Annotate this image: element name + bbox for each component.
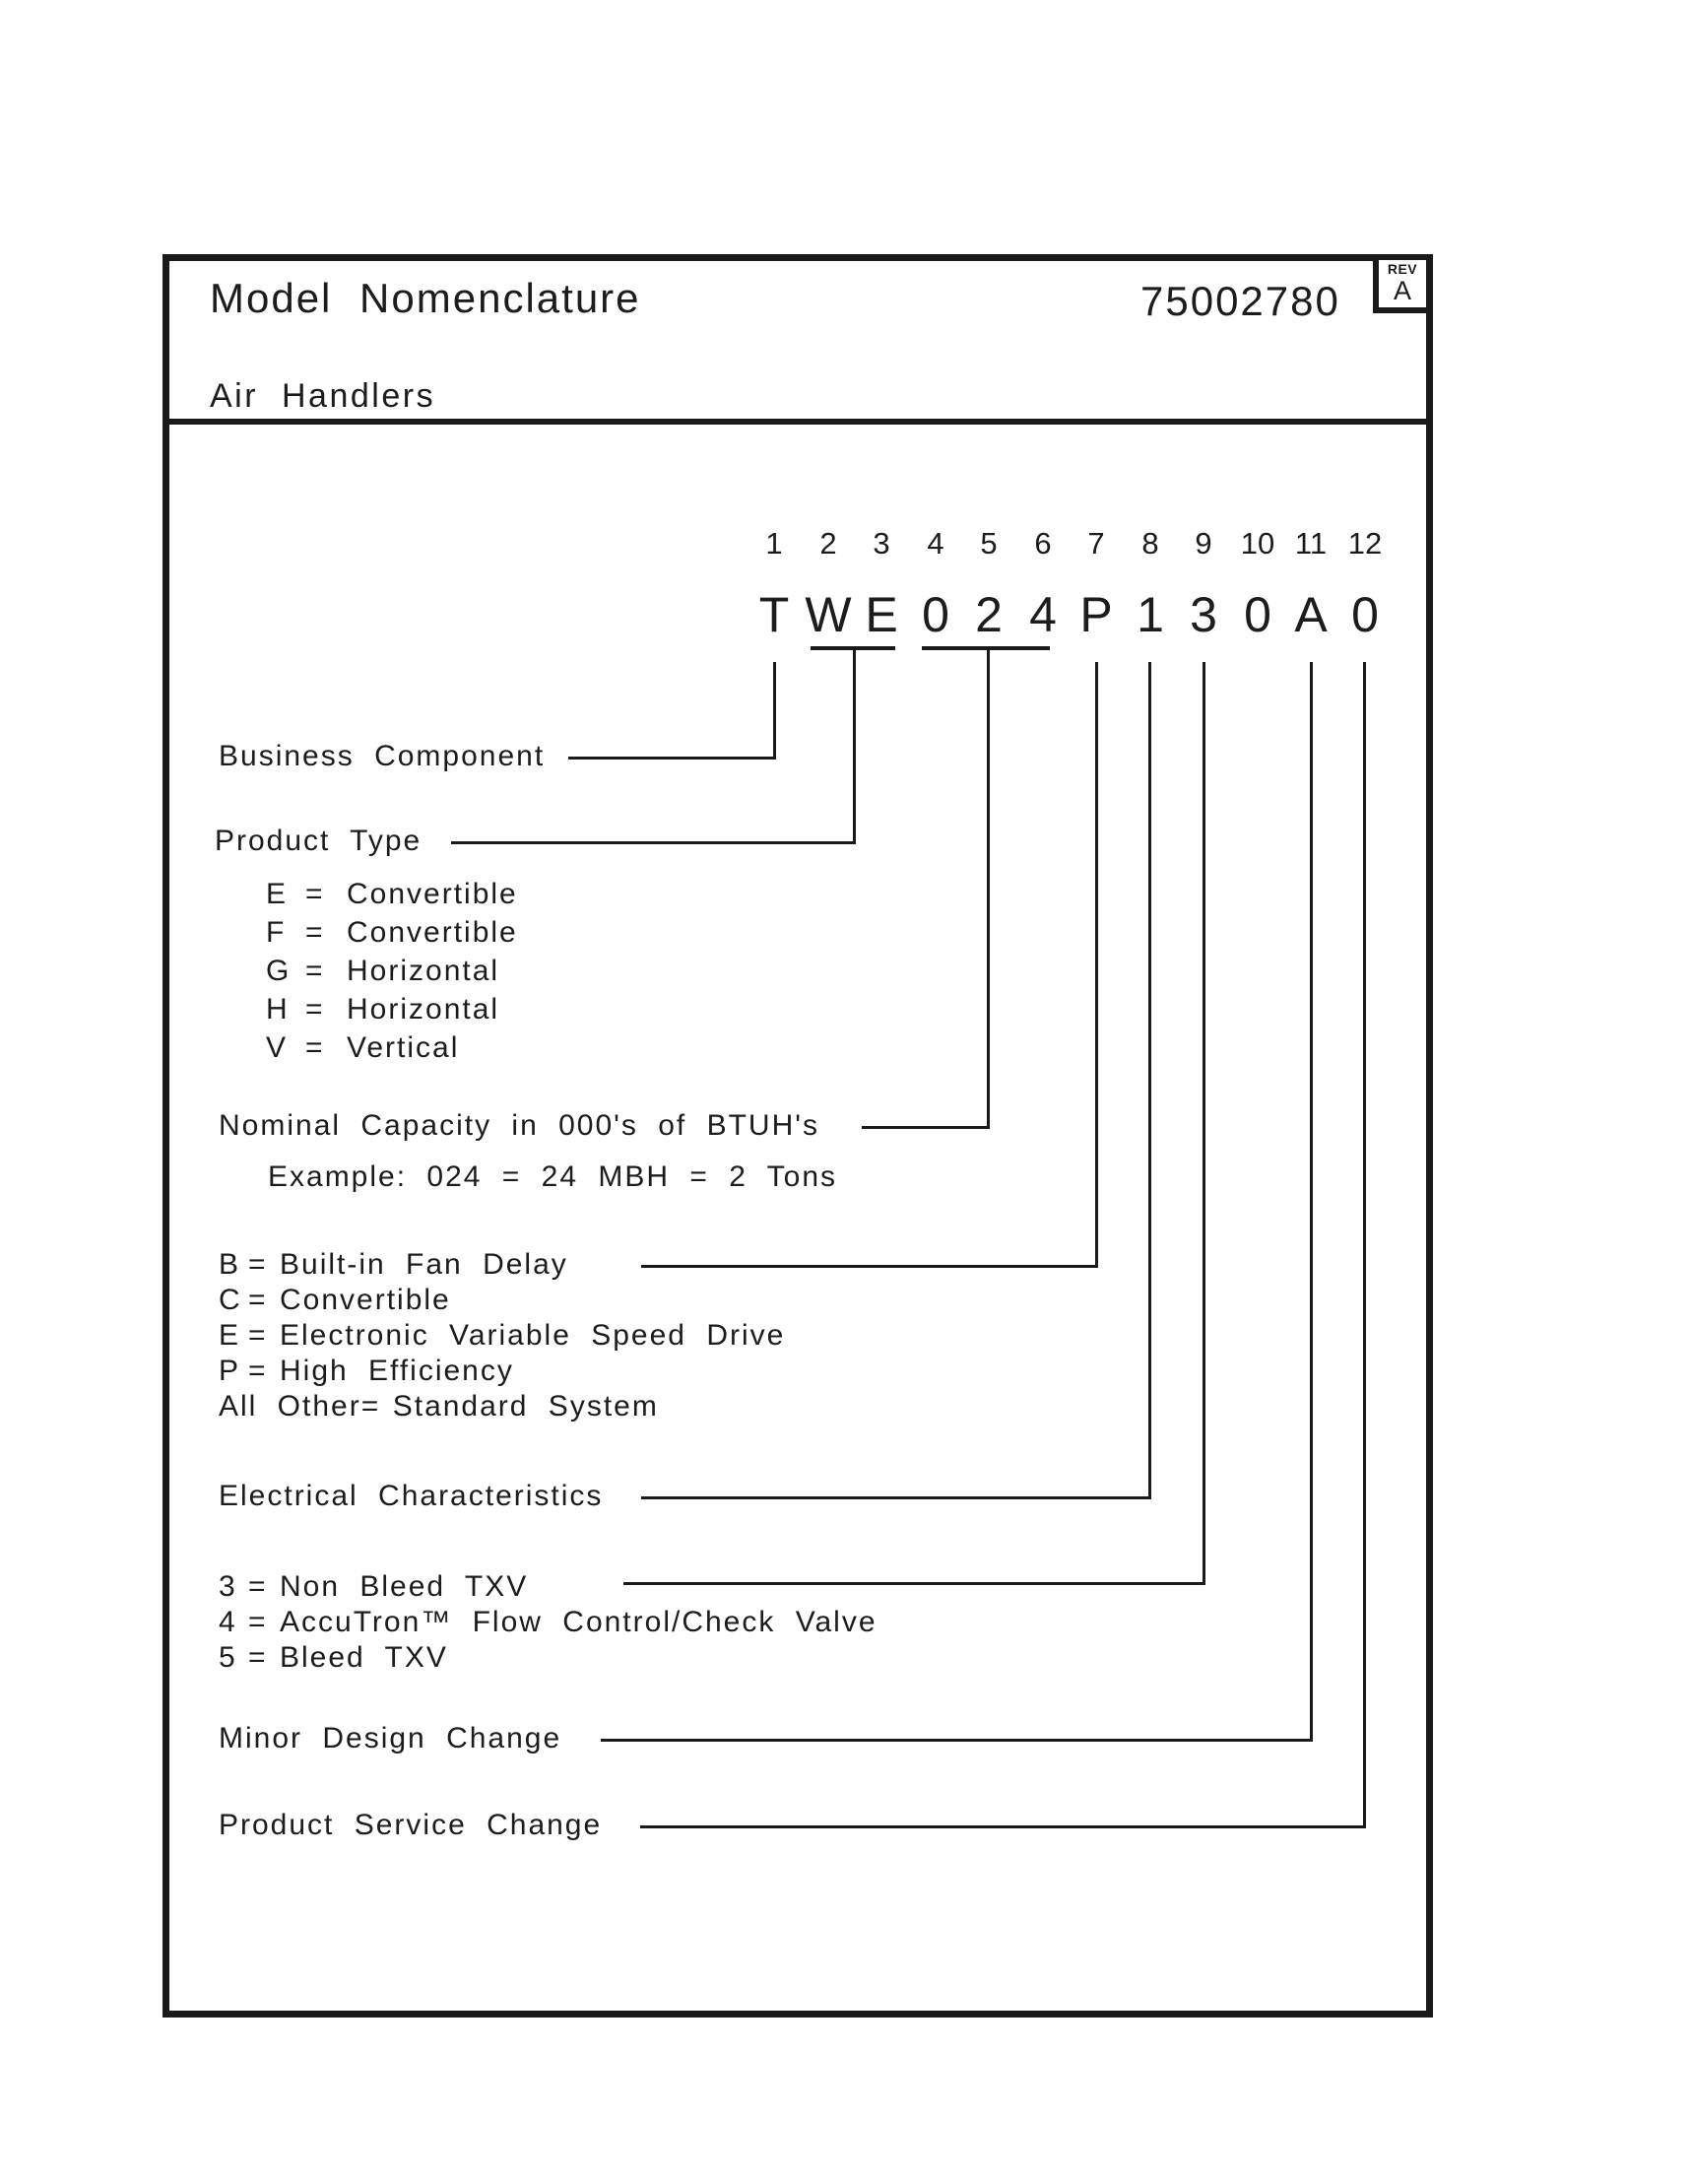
position-number-9: 9 <box>1195 526 1212 561</box>
position-number-7: 7 <box>1087 526 1105 561</box>
position-number-10: 10 <box>1240 526 1275 561</box>
equals-sign: = <box>305 993 325 1026</box>
model-char-2: W <box>805 587 852 642</box>
option-value: Standard System <box>392 1390 659 1423</box>
option-value: High Efficiency <box>280 1355 514 1387</box>
equals-sign: = <box>305 1031 325 1064</box>
system-option-row <box>219 1389 785 1424</box>
position-number-4: 4 <box>927 526 944 561</box>
revision-label: REV <box>1387 261 1418 277</box>
option-key: 5 <box>219 1641 237 1674</box>
equals-sign: = <box>248 1248 268 1281</box>
model-char-9: 3 <box>1190 587 1217 642</box>
option-value: Horizontal <box>347 955 500 987</box>
connector-business-component <box>568 757 776 760</box>
column-line-metering <box>1203 662 1205 1585</box>
system-options-list <box>219 1247 785 1424</box>
column-line-product-service-change <box>1363 662 1366 1828</box>
equals-sign: = <box>248 1319 268 1352</box>
nominal-capacity-example: Example: 024 = 24 MBH = 2 Tons <box>268 1160 838 1193</box>
label-electrical-characteristics: Electrical Characteristics <box>219 1480 604 1512</box>
equals-sign: = <box>248 1355 268 1387</box>
label-nominal-capacity: Nominal Capacity in 000's of BTUH's <box>219 1109 819 1142</box>
equals-sign: = <box>248 1606 268 1638</box>
equals-sign: = <box>305 916 325 949</box>
column-line-business-component <box>773 662 776 760</box>
model-char-4: 0 <box>922 587 949 642</box>
option-value: Convertible <box>347 878 518 910</box>
equals-sign: = <box>305 878 325 910</box>
column-line-electrical <box>1148 662 1151 1499</box>
option-key: H <box>266 993 290 1026</box>
equals-sign: = <box>248 1284 268 1316</box>
page-title: Model Nomenclature <box>210 275 641 321</box>
system-option-row <box>219 1283 785 1318</box>
equals-sign: = <box>360 1390 381 1423</box>
label-product-type: Product Type <box>215 825 423 857</box>
option-key: C <box>219 1284 242 1316</box>
option-key: V <box>266 1031 289 1064</box>
equals-sign: = <box>248 1570 268 1603</box>
option-key: F <box>266 916 287 949</box>
column-line-nominal-capacity <box>987 650 990 1129</box>
product-type-option-row <box>266 990 518 1028</box>
equals-sign: = <box>248 1641 268 1674</box>
option-key: All Other <box>219 1390 361 1423</box>
product-type-option-row <box>266 913 518 952</box>
document-number: 75002780 <box>1140 278 1340 324</box>
option-value: Electronic Variable Speed Drive <box>280 1319 786 1352</box>
option-key: E <box>219 1319 241 1352</box>
option-value: Bleed TXV <box>280 1641 448 1674</box>
position-number-11: 11 <box>1294 526 1328 561</box>
position-number-5: 5 <box>980 526 998 561</box>
position-number-6: 6 <box>1034 526 1052 561</box>
system-option-row <box>219 1247 785 1283</box>
product-type-option-row <box>266 952 518 990</box>
option-key: 4 <box>219 1606 237 1638</box>
connector-nominal-capacity <box>862 1126 990 1129</box>
option-key: P <box>219 1355 241 1387</box>
position-number-8: 8 <box>1141 526 1159 561</box>
model-char-12: 0 <box>1351 587 1379 642</box>
header-divider-line <box>163 419 1433 425</box>
metering-option-row <box>219 1569 878 1605</box>
underline-chars-4-6 <box>922 646 1050 650</box>
connector-product-service-change <box>640 1825 1366 1828</box>
option-value: AccuTron™ Flow Control/Check Valve <box>280 1606 878 1638</box>
model-char-3: E <box>865 587 898 642</box>
option-key: G <box>266 955 292 987</box>
position-number-1: 1 <box>765 526 783 561</box>
option-value: Built-in Fan Delay <box>280 1248 568 1281</box>
model-char-10: 0 <box>1244 587 1271 642</box>
option-key: E <box>266 878 289 910</box>
document-subtitle: Air Handlers <box>210 377 436 415</box>
model-char-11: A <box>1294 587 1328 642</box>
metering-options-list <box>219 1569 878 1676</box>
system-option-row <box>219 1354 785 1389</box>
model-char-5: 2 <box>975 587 1003 642</box>
label-product-service-change: Product Service Change <box>219 1809 603 1841</box>
metering-option-row <box>219 1640 878 1676</box>
model-char-1: T <box>758 587 790 642</box>
option-key: 3 <box>219 1570 237 1603</box>
position-number-12: 12 <box>1347 526 1383 561</box>
option-value: Convertible <box>280 1284 451 1316</box>
label-minor-design-change: Minor Design Change <box>219 1722 562 1754</box>
column-line-minor-design-change <box>1310 662 1313 1742</box>
option-value: Horizontal <box>347 993 500 1026</box>
option-key: B <box>219 1248 241 1281</box>
model-char-7: P <box>1079 587 1113 642</box>
connector-electrical <box>641 1496 1151 1499</box>
revision-box <box>1373 254 1432 313</box>
model-char-8: 1 <box>1137 587 1164 642</box>
option-value: Convertible <box>347 916 518 949</box>
position-number-3: 3 <box>873 526 890 561</box>
option-value: Vertical <box>347 1031 460 1064</box>
system-option-row <box>219 1318 785 1354</box>
equals-sign: = <box>305 955 325 987</box>
model-char-6: 4 <box>1029 587 1057 642</box>
label-business-component: Business Component <box>219 740 546 772</box>
connector-product-type <box>451 841 856 844</box>
metering-option-row <box>219 1605 878 1640</box>
option-value: Non Bleed TXV <box>280 1570 529 1603</box>
connector-minor-design-change <box>601 1739 1313 1742</box>
column-line-system-option <box>1095 662 1098 1268</box>
column-line-product-type <box>853 650 856 844</box>
product-type-option-row <box>266 1028 518 1067</box>
revision-value: A <box>1393 276 1411 305</box>
product-type-options-list <box>266 875 518 1067</box>
product-type-option-row <box>266 875 518 913</box>
position-number-2: 2 <box>819 526 837 561</box>
